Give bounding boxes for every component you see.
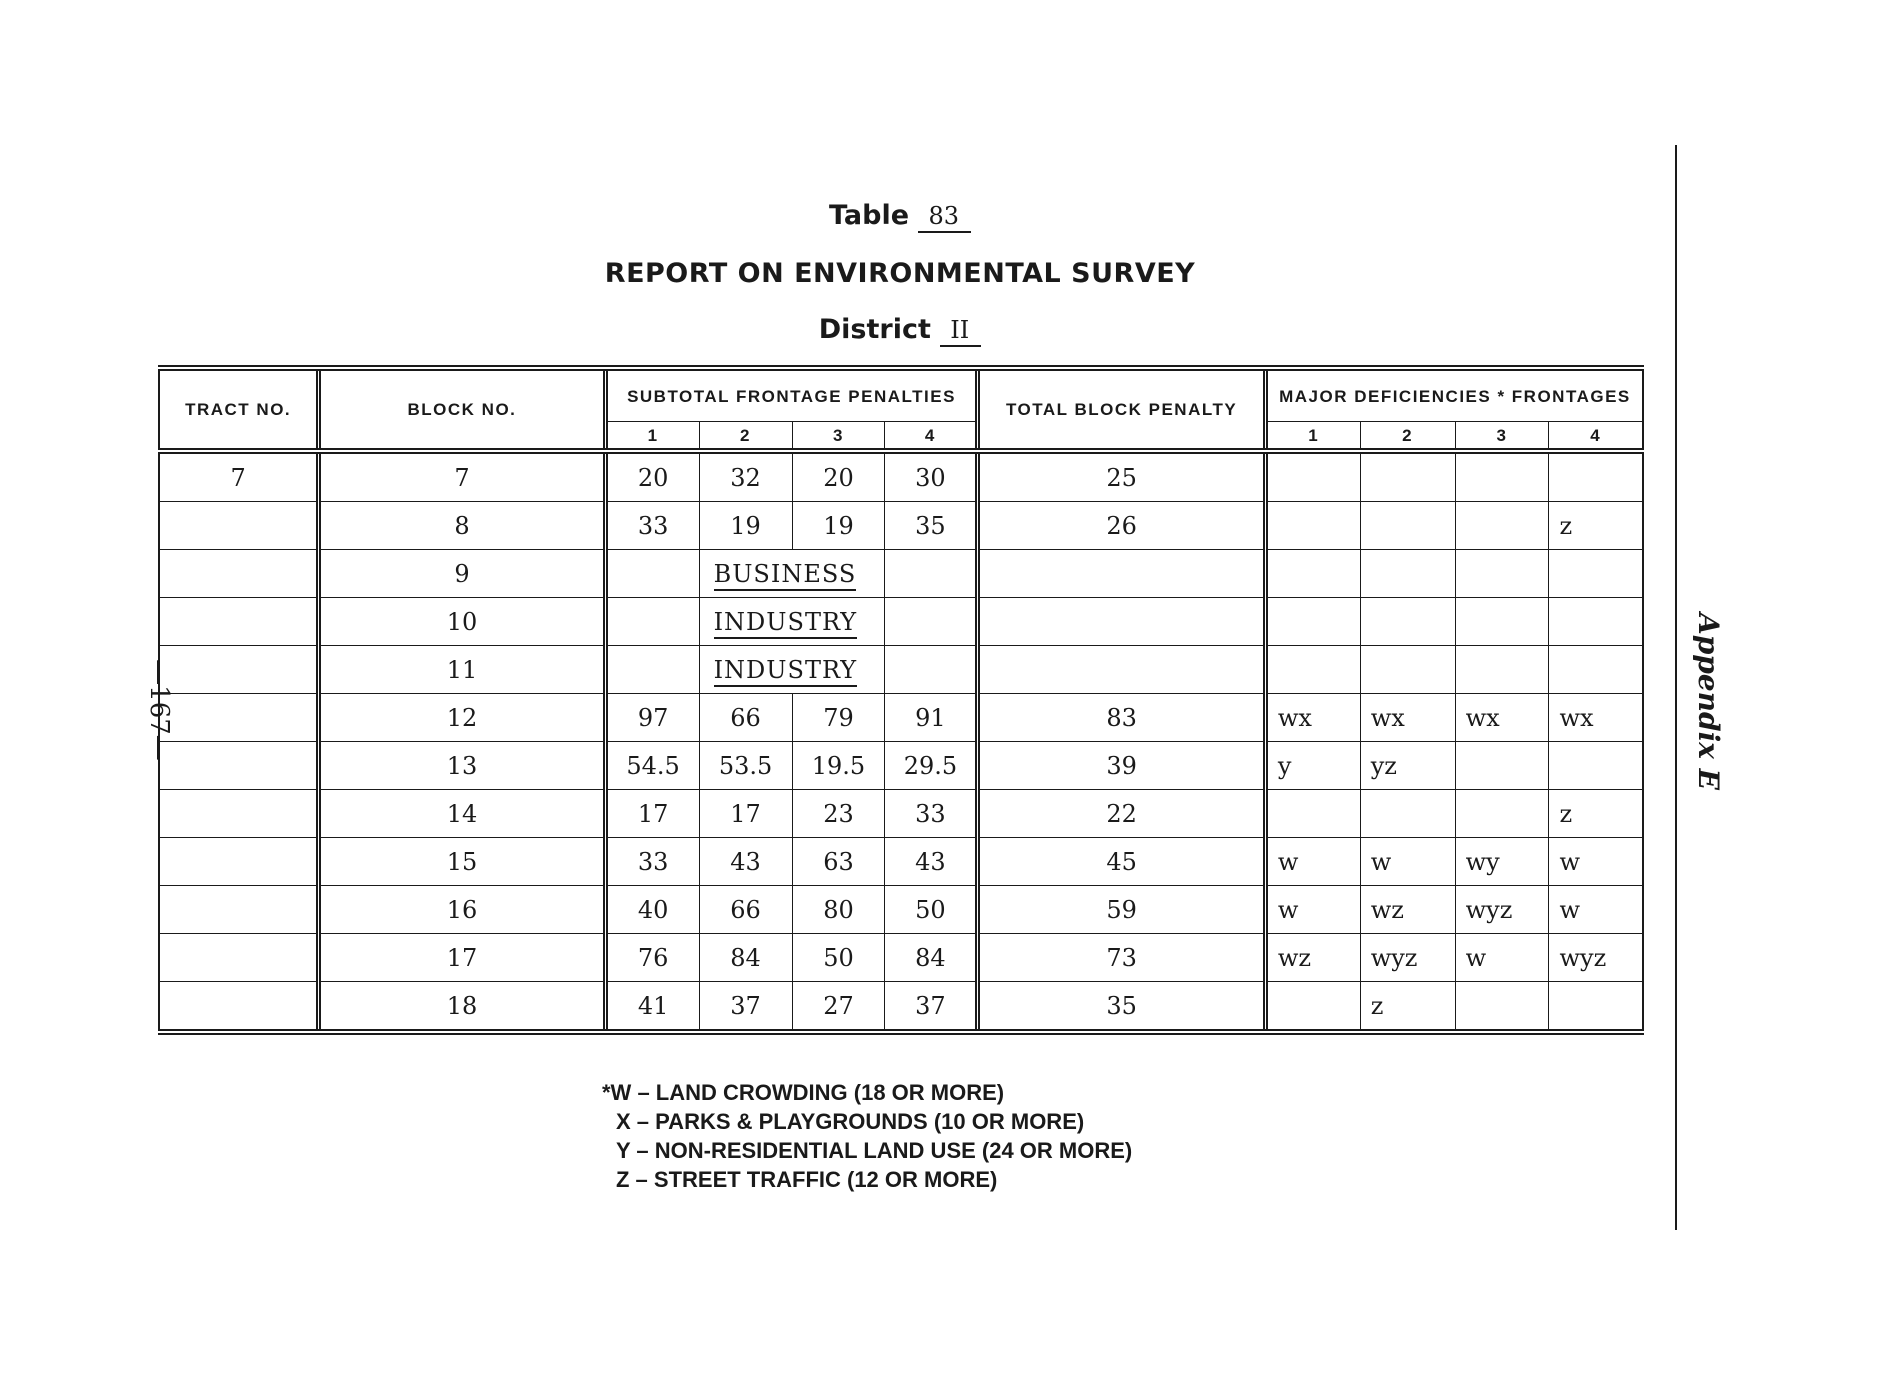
deficiency-cell: wyz	[1455, 886, 1549, 934]
deficiency-cell: wx	[1265, 694, 1360, 742]
header-tract: TRACT NO.	[159, 368, 319, 451]
block-cell: 11	[319, 646, 605, 694]
penalty-cell: 17	[605, 790, 699, 838]
deficiency-cell	[1549, 550, 1643, 598]
deficiency-cell: yz	[1360, 742, 1455, 790]
block-cell: 12	[319, 694, 605, 742]
land-use-text: INDUSTRY	[714, 656, 858, 687]
penalty-cell: 37	[699, 982, 792, 1033]
tract-cell	[159, 694, 319, 742]
sub-header-penalty-1: 1	[605, 422, 699, 452]
report-title: REPORT ON ENVIRONMENTAL SURVEY	[604, 258, 1196, 289]
district-label: District	[818, 314, 931, 345]
legend-y: Y – NON-RESIDENTIAL LAND USE (24 OR MORE)	[616, 1138, 1133, 1163]
penalty-cell: 91	[885, 694, 978, 742]
deficiency-cell: w	[1360, 838, 1455, 886]
sub-header-deficiency-3: 3	[1455, 422, 1549, 452]
tract-cell	[159, 742, 319, 790]
deficiency-cell	[1265, 790, 1360, 838]
deficiency-cell	[1360, 598, 1455, 646]
total-cell: 59	[978, 886, 1265, 934]
penalty-cell: 76	[605, 934, 699, 982]
header-block: BLOCK NO.	[319, 368, 605, 451]
deficiency-cell	[1549, 982, 1643, 1033]
table-row	[159, 742, 1643, 790]
table-row	[159, 886, 1643, 934]
deficiency-cell: y	[1265, 742, 1360, 790]
table-row	[159, 451, 1643, 502]
sub-header-penalty-4: 4	[885, 422, 978, 452]
sub-header-deficiency-2: 2	[1360, 422, 1455, 452]
deficiency-cell	[1549, 598, 1643, 646]
deficiency-cell: wz	[1265, 934, 1360, 982]
penalty-cell	[605, 550, 699, 598]
penalty-cell	[885, 598, 978, 646]
penalty-cell	[885, 550, 978, 598]
block-cell: 18	[319, 982, 605, 1033]
penalty-cell: 80	[792, 886, 885, 934]
tract-cell	[159, 982, 319, 1033]
sub-header-deficiency-4: 4	[1549, 422, 1643, 452]
total-cell: 26	[978, 502, 1265, 550]
penalty-cell: 20	[605, 451, 699, 502]
penalty-cell: 19	[699, 502, 792, 550]
penalty-cell: 33	[885, 790, 978, 838]
table-row	[159, 502, 1643, 550]
penalty-cell: 79	[792, 694, 885, 742]
header-major: MAJOR DEFICIENCIES * FRONTAGES	[1265, 368, 1643, 422]
legend-w: *W – LAND CROWDING (18 OR MORE)	[602, 1080, 1005, 1105]
header-total: TOTAL BLOCK PENALTY	[978, 368, 1265, 451]
table-body	[159, 451, 1643, 1032]
land-use-note	[699, 646, 885, 694]
penalty-cell: 84	[885, 934, 978, 982]
deficiency-cell	[1360, 646, 1455, 694]
deficiency-cell	[1455, 646, 1549, 694]
deficiency-cell: wz	[1360, 886, 1455, 934]
deficiency-cell: wyz	[1549, 934, 1643, 982]
deficiency-cell	[1549, 451, 1643, 502]
total-cell: 73	[978, 934, 1265, 982]
table-row	[159, 838, 1643, 886]
deficiency-cell: z	[1360, 982, 1455, 1033]
deficiency-cell	[1455, 598, 1549, 646]
deficiency-cell: wx	[1360, 694, 1455, 742]
deficiency-cell: z	[1549, 790, 1643, 838]
table-label: Table	[828, 200, 910, 231]
block-cell: 10	[319, 598, 605, 646]
deficiency-cell	[1360, 790, 1455, 838]
block-cell: 8	[319, 502, 605, 550]
penalty-cell: 43	[885, 838, 978, 886]
total-cell: 45	[978, 838, 1265, 886]
penalty-cell: 50	[885, 886, 978, 934]
tract-cell	[159, 646, 319, 694]
penalty-cell: 50	[792, 934, 885, 982]
sub-header-penalty-3: 3	[792, 422, 885, 452]
penalty-cell: 17	[699, 790, 792, 838]
deficiency-cell: z	[1549, 502, 1643, 550]
deficiency-cell: w	[1549, 838, 1643, 886]
tract-cell: 7	[230, 463, 246, 492]
deficiency-cell	[1360, 451, 1455, 502]
penalty-cell: 32	[699, 451, 792, 502]
table-row	[159, 598, 1643, 646]
penalty-cell: 43	[699, 838, 792, 886]
deficiency-cell	[1265, 598, 1360, 646]
deficiency-cell: wy	[1455, 838, 1549, 886]
deficiency-cell: w	[1265, 886, 1360, 934]
deficiency-cell: w	[1455, 934, 1549, 982]
penalty-cell: 37	[885, 982, 978, 1033]
total-cell: 35	[978, 982, 1265, 1033]
total-cell: 25	[978, 451, 1265, 502]
legend-z: Z – STREET TRAFFIC (12 OR MORE)	[616, 1167, 998, 1192]
land-use-text: BUSINESS	[714, 560, 857, 591]
deficiency-cell	[1455, 790, 1549, 838]
table-number: 83	[918, 202, 971, 233]
deficiency-cell	[1265, 550, 1360, 598]
legend-x: X – PARKS & PLAYGROUNDS (10 OR MORE)	[616, 1109, 1085, 1134]
tract-cell	[159, 790, 319, 838]
appendix-label: Appendix E	[1692, 612, 1726, 791]
deficiency-cell: w	[1549, 886, 1643, 934]
block-cell: 13	[319, 742, 605, 790]
penalty-cell: 19.5	[792, 742, 885, 790]
sub-header-penalty-2: 2	[699, 422, 792, 452]
total-cell: 83	[978, 694, 1265, 742]
deficiency-cell: wyz	[1360, 934, 1455, 982]
deficiency-cell	[1455, 742, 1549, 790]
header-subtotal: SUBTOTAL FRONTAGE PENALTIES	[605, 368, 978, 422]
total-cell: 22	[978, 790, 1265, 838]
penalty-cell: 40	[605, 886, 699, 934]
penalty-cell: 97	[605, 694, 699, 742]
block-cell: 9	[319, 550, 605, 598]
land-use-note	[699, 550, 885, 598]
deficiency-cell	[1360, 550, 1455, 598]
table-row	[159, 934, 1643, 982]
penalty-cell: 66	[699, 886, 792, 934]
deficiency-cell	[1549, 742, 1643, 790]
penalty-cell: 29.5	[885, 742, 978, 790]
district-number: II	[940, 316, 981, 347]
block-cell: 7	[319, 451, 605, 502]
penalty-cell	[885, 646, 978, 694]
penalty-cell: 53.5	[699, 742, 792, 790]
penalty-cell: 54.5	[605, 742, 699, 790]
deficiency-cell	[1455, 451, 1549, 502]
table-row	[159, 694, 1643, 742]
penalty-cell	[605, 598, 699, 646]
table-row	[159, 982, 1643, 1033]
deficiency-cell: w	[1265, 838, 1360, 886]
block-cell: 16	[319, 886, 605, 934]
land-use-text: INDUSTRY	[714, 608, 858, 639]
penalty-cell: 20	[792, 451, 885, 502]
table-title	[0, 200, 1800, 233]
penalty-cell: 19	[792, 502, 885, 550]
penalty-cell: 33	[605, 838, 699, 886]
land-use-note	[699, 598, 885, 646]
penalty-cell: 63	[792, 838, 885, 886]
penalty-cell: 33	[605, 502, 699, 550]
sub-header-deficiency-1: 1	[1265, 422, 1360, 452]
tract-cell	[159, 502, 319, 550]
total-cell: 39	[978, 742, 1265, 790]
tract-cell	[159, 550, 319, 598]
margin-rule	[1675, 145, 1677, 1230]
table-row	[159, 790, 1643, 838]
deficiency-cell	[1455, 502, 1549, 550]
tract-cell	[159, 886, 319, 934]
tract-cell	[159, 838, 319, 886]
penalty-cell: 27	[792, 982, 885, 1033]
district-line	[0, 314, 1800, 347]
deficiency-cell	[1549, 646, 1643, 694]
block-cell: 15	[319, 838, 605, 886]
block-cell: 17	[319, 934, 605, 982]
penalty-cell: 66	[699, 694, 792, 742]
penalty-cell	[605, 646, 699, 694]
page-number: —167—	[143, 659, 174, 761]
total-cell	[978, 550, 1265, 598]
penalty-cell: 35	[885, 502, 978, 550]
deficiency-cell: wx	[1549, 694, 1643, 742]
tract-cell	[159, 598, 319, 646]
deficiency-cell	[1360, 502, 1455, 550]
table-row	[159, 646, 1643, 694]
penalty-cell: 30	[885, 451, 978, 502]
table-row	[159, 550, 1643, 598]
block-cell: 14	[319, 790, 605, 838]
deficiency-cell: wx	[1455, 694, 1549, 742]
total-cell	[978, 598, 1265, 646]
deficiency-cell	[1265, 502, 1360, 550]
tract-cell	[159, 934, 319, 982]
penalty-cell: 84	[699, 934, 792, 982]
deficiency-cell	[1265, 982, 1360, 1033]
deficiency-cell	[1265, 646, 1360, 694]
total-cell	[978, 646, 1265, 694]
penalty-cell: 41	[605, 982, 699, 1033]
legend	[602, 1078, 1132, 1194]
penalty-cell: 23	[792, 790, 885, 838]
survey-table	[158, 365, 1644, 1035]
deficiency-cell	[1455, 550, 1549, 598]
deficiency-cell	[1455, 982, 1549, 1033]
deficiency-cell	[1265, 451, 1360, 502]
